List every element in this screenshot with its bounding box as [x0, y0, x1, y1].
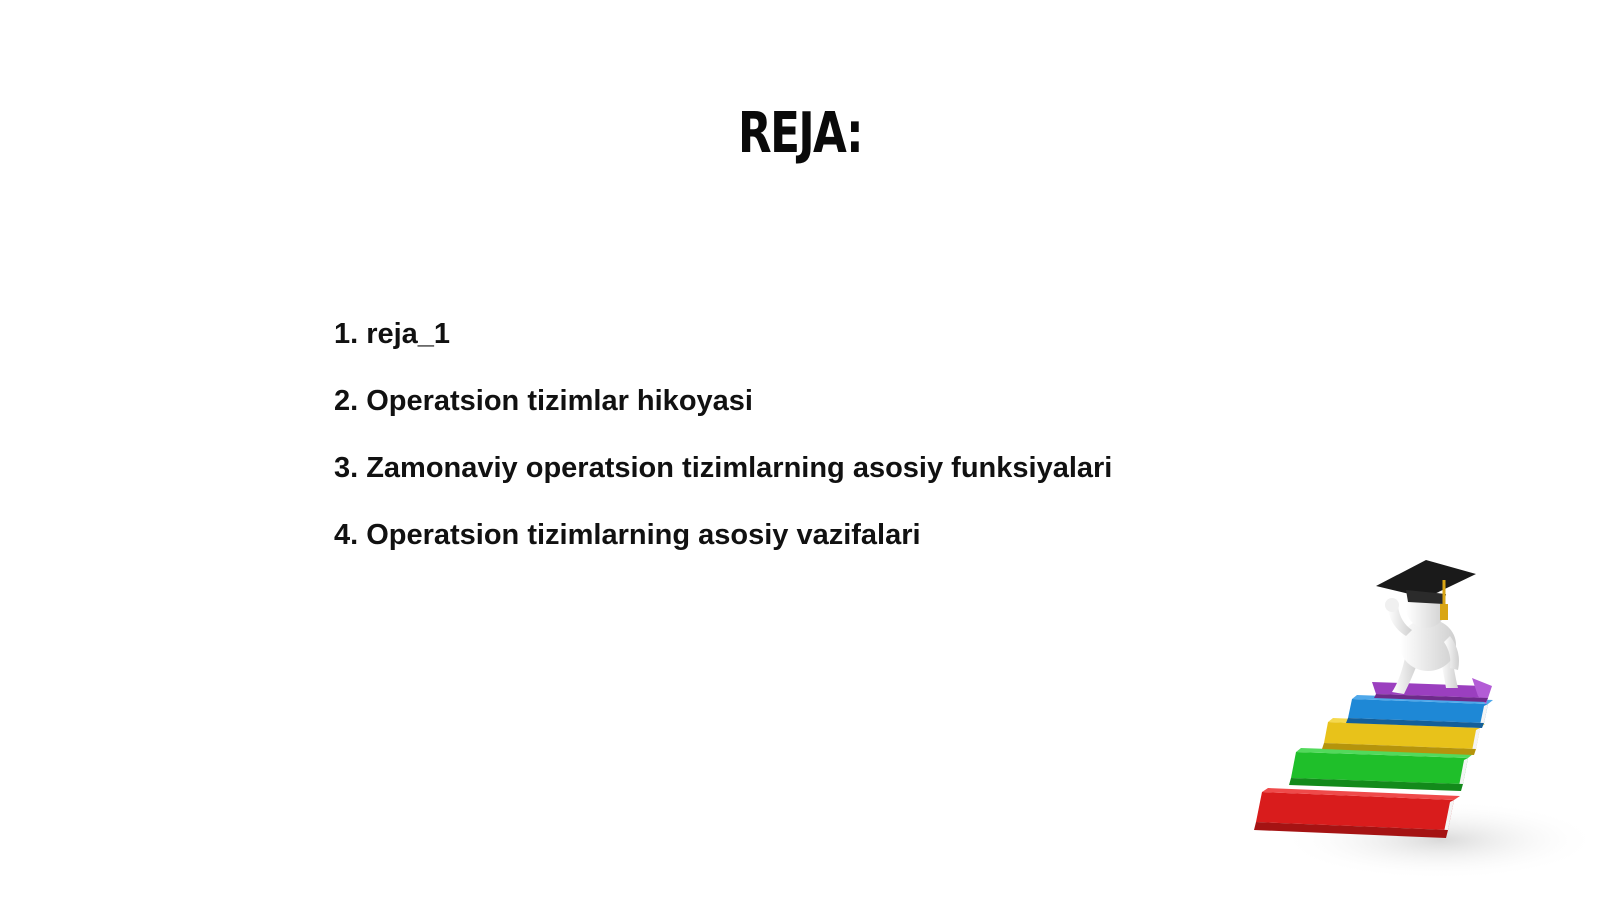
book-green [1289, 748, 1473, 791]
book-red [1254, 788, 1460, 838]
plan-item-2 [334, 380, 1112, 447]
plan-item-text: Operatsion tizimlar hikoyasi [366, 385, 753, 417]
plan-item-number: 1. [334, 318, 359, 350]
graduate-on-books-icon [1240, 560, 1600, 900]
plan-item-3 [334, 447, 1112, 514]
plan-item-1 [334, 313, 1112, 380]
plan-item-number: 4. [334, 519, 359, 551]
plan-item-4 [334, 514, 1112, 581]
plan-item-text: reja_1 [366, 318, 451, 350]
plan-item-text: Zamonaviy operatsion tizimlarning asosiy funksiyalari [366, 452, 1113, 484]
plan-item-number: 2. [334, 385, 359, 417]
plan-item-number: 3. [334, 452, 359, 484]
graduate-figure [1376, 560, 1476, 694]
slide-title: REJA: [737, 101, 862, 166]
plan-item-text: Operatsion tizimlarning asosiy vazifalari [366, 519, 921, 551]
plan-list [334, 313, 1112, 581]
